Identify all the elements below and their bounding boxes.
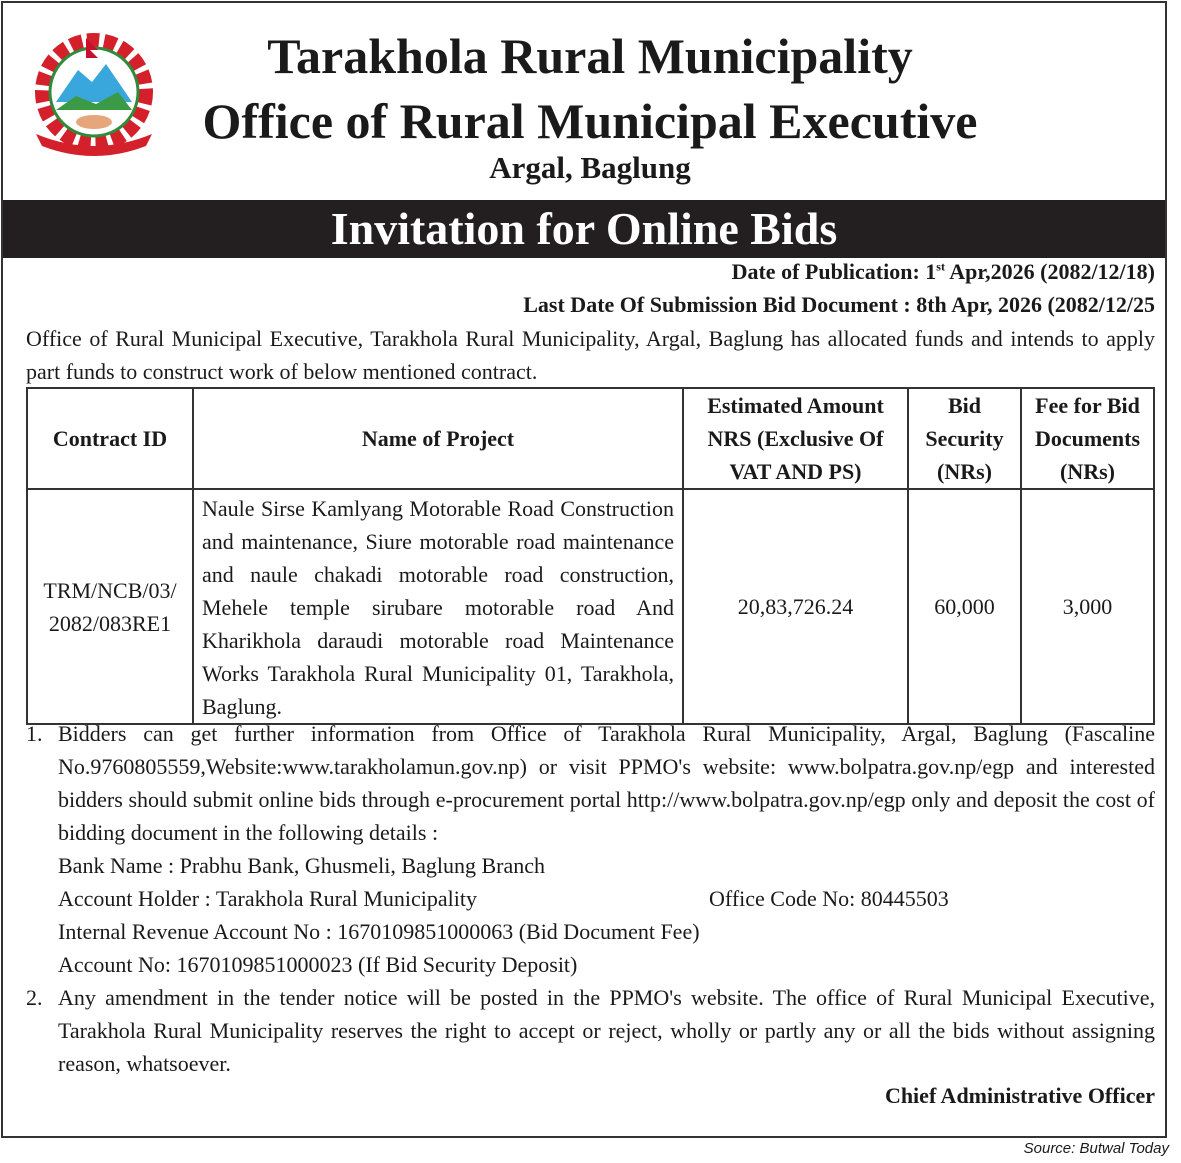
source-credit: Source: Butwal Today [1023,1140,1169,1157]
contract-id: TRM/NCB/03/ 2082/083RE1 [27,489,193,724]
office-title: Office of Rural Municipal Executive [202,93,978,149]
note-text: Bidders can get further information from Office of Tarakhola Rural Municipality, Argal, Baglung (Fascaline No.9760805559,Website:www.tarakholamun.gov.np) or visit PPMO's website: www.bolpatra.gov.np/egp and interested bidders should submit online bids through e-procurement portal http://www.bolpatra.gov.np/egp only and deposit the cost of bidding document in the following details : [58,721,1155,845]
col-fee: Fee for Bid Documents (NRs) [1021,388,1154,489]
note-text: Any amendment in the tender notice will be posted in the PPMO's website. The office of Rural Municipal Executive, Tarakhola Rural Municipality reserves the right to accept or reject, wholly or partly any or all the bids without assigning reason, whatsoever. [58,985,1155,1076]
bid-security: 60,000 [908,489,1021,724]
col-project-name: Name of Project [193,388,683,489]
table-header-row [27,388,1154,489]
bid-fee: 3,000 [1021,489,1154,724]
signature: Chief Administrative Officer [884,1083,1155,1108]
revenue-account: Internal Revenue Account No : 1670109851000063 (Bid Document Fee) [58,919,700,944]
location: Argal, Baglung [489,150,691,185]
notice-banner: Invitation for Online Bids [3,200,1165,258]
col-bid-security: Bid Security (NRs) [908,388,1021,489]
note-number: 2. [26,985,43,1010]
nepal-emblem-logo [26,30,162,160]
table-row [27,489,1154,724]
bank-name: Bank Name : Prabhu Bank, Ghusmeli, Baglung Branch [58,853,545,878]
project-name: Naule Sirse Kamlyang Motorable Road Construction and maintenance, Siure motorable road maintenance and naule chakadi motorable road construction, Mehele temple sirubare motorable road And Kharikhola daraudi motorable road Maintenance Works Tarakhola Rural Municipality 01, Tarakhola, Baglung. [193,489,683,724]
account-holder: Account Holder : Tarakhola Rural Municipality [58,886,477,911]
submission-deadline: Last Date Of Submission Bid Document : 8th Apr, 2026 (2082/12/25 [523,292,1155,317]
note-item [26,717,1155,981]
note-item [26,981,1155,1080]
account-holder-line [58,882,1155,915]
publication-date: Date of Publication: 1st Apr,2026 (2082/12/18) [731,259,1155,284]
col-estimated-amount: Estimated Amount NRS (Exclusive Of VAT AND PS) [683,388,908,489]
estimated-amount: 20,83,726.24 [683,489,908,724]
contract-table [26,387,1155,725]
intro-paragraph: Office of Rural Municipal Executive, Tarakhola Rural Municipality, Argal, Baglung has allocated funds and intends to apply part funds to construct work of below mentioned contract. [26,326,1155,384]
municipality-title: Tarakhola Rural Municipality [267,28,913,84]
note-number: 1. [26,721,43,746]
notes-list [26,717,1155,1080]
col-contract-id: Contract ID [27,388,193,489]
security-account: Account No: 1670109851000023 (If Bid Security Deposit) [58,952,578,977]
office-code: Office Code No: 80445503 [709,886,949,911]
